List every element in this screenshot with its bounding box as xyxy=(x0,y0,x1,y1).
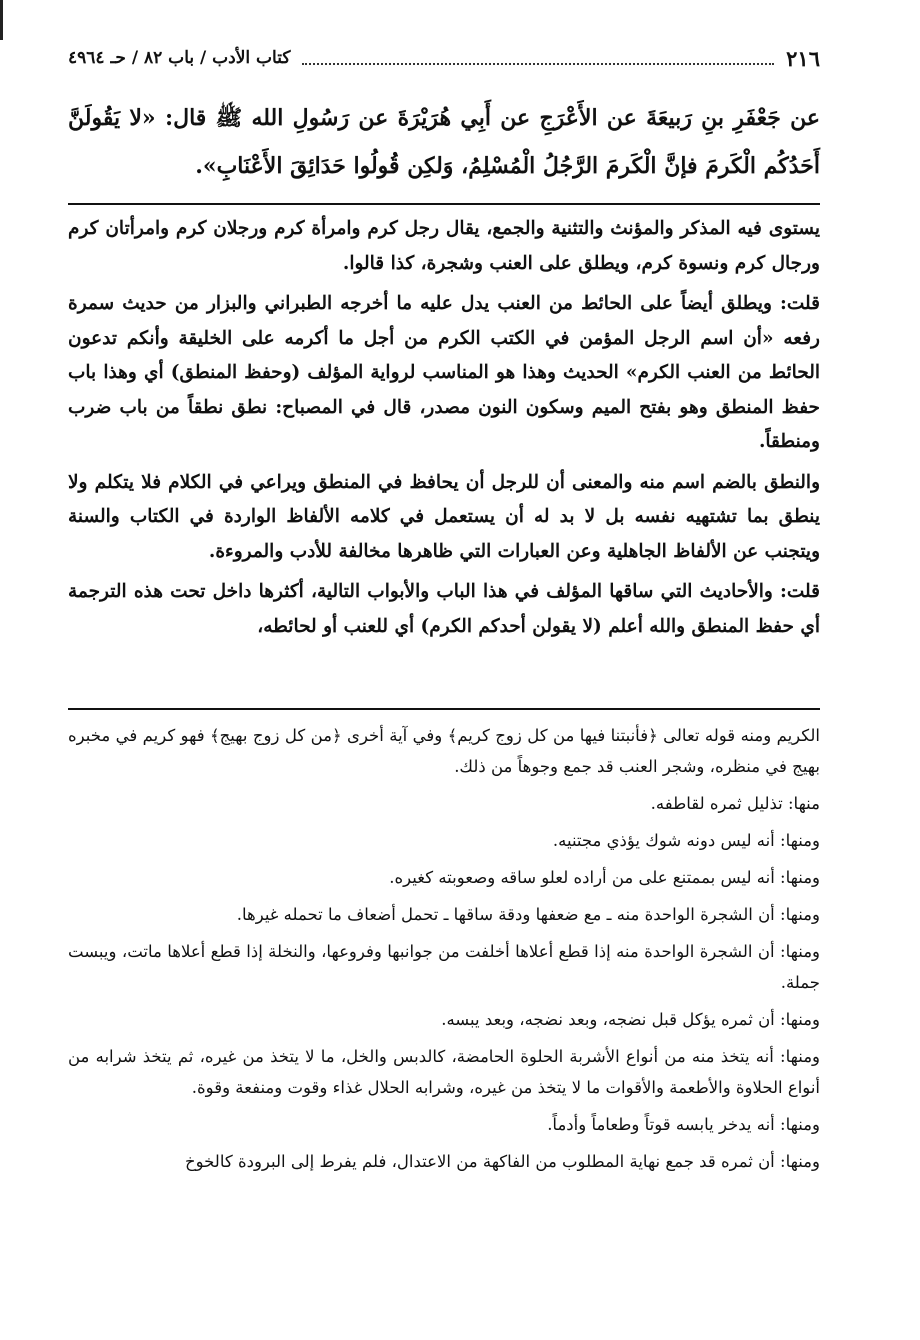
footnote-paragraph: ومنها: أن ثمره قد جمع نهاية المطلوب من الفاكهة من الاعتدال، فلم يفرط إلى البرودة كالخوخ xyxy=(184,1152,820,1171)
header-title: كتاب الأدب / باب ٨٢ / حـ ٤٩٦٤ xyxy=(68,48,291,68)
footnote-paragraph: ومنها: أن ثمره يؤكل قبل نضجه، وبعد نضجه، وبعد يبسه. xyxy=(441,1010,820,1029)
footnote-divider-rule xyxy=(68,708,820,710)
footnote-paragraph: الكريم ومنه قوله تعالى ﴿فأنبتنا فيها من كل زوج كريم﴾ وفي آية أخرى ﴿من كل زوج بهيج﴾ فهو كريم في مخبره بهيج في منظره، وشجر العنب قد جمع وجوهاً من ذلك. xyxy=(68,726,820,776)
footnote-paragraph: ومنها: أن الشجرة الواحدة منه إذا قطع أعلاها أخلفت من جوانبها وفروعها، والنخلة إذا قطع أعلاها ماتت، ويبست جملة. xyxy=(68,942,820,992)
footnote-paragraph: ومنها: أنه يدخر يابسه قوتاً وطعاماً وأدماً. xyxy=(547,1115,820,1134)
commentary-paragraph: يستوى فيه المذكر والمؤنث والتثنية والجمع، يقال رجل كرم وامرأة كرم ورجلان كرم وامرأتان كرم ورجال كرم ونسوة كرم، ويطلق على العنب وشجرة، كذا قالوا. xyxy=(68,218,820,274)
commentary-paragraph: قلت: ويطلق أيضاً على الحائط من العنب يدل عليه ما أخرجه الطبراني والبزار من حديث سمرة رفعه «أن اسم الرجل المؤمن في الكتب الكرم من أجل ما أكرمه على الخليقة وأنكم تدعون الحائط من العنب الكرم» الحديث وهذا هو المناسب لرواية المؤلف (وحفظ المنطق) أي وهذا باب حفظ المنطق وهو بفتح الميم وسكون النون مصدر، قال في المصباح: نطق نطقاً من باب ضرب ومنطقاً. xyxy=(68,293,820,452)
commentary-section xyxy=(68,212,820,650)
footnote-paragraph: منها: تذليل ثمره لقاطفه. xyxy=(650,794,820,813)
divider-rule xyxy=(68,203,820,205)
page-edge-mark xyxy=(0,0,3,40)
hadith-text: عن جَعْفَرِ بنِ رَبيعَةَ عن الأَعْرَجِ عن أَبِي هُرَيْرَةَ عن رَسُولِ الله ﷺ قال: «لا يَقُولَنَّ أَحَدُكُم الْكَرمَ فإنَّ الْكَرمَ الرَّجُلُ الْمُسْلِمُ، وَلكِن قُولُوا حَدَائِقَ الأَعْنَابِ». xyxy=(68,105,820,179)
footnote-paragraph: ومنها: أنه ليس دونه شوك يؤذي مجتنيه. xyxy=(552,831,820,850)
footnote-paragraph: ومنها: أن الشجرة الواحدة منه ـ مع ضعفها ودقة ساقها ـ تحمل أضعاف ما تحمله غيرها. xyxy=(236,905,820,924)
commentary-paragraph: والنطق بالضم اسم منه والمعنى أن للرجل أن يحافظ في المنطق ويراعي في الكلام فلا يتكلم ولا ينطق بما تشتهيه نفسه بل لا بد له أن يستعمل في كلامه الألفاظ الواردة في الكتاب والسنة ويتجنب عن الألفاظ الجاهلية وعن العبارات التي ظاهرها مخالفة للأدب والمروءة. xyxy=(68,471,820,562)
page-number: ٢١٦ xyxy=(786,45,820,71)
footnote-paragraph: ومنها: أنه ليس بممتنع على من أراده لعلو ساقه وصعوبته كغيره. xyxy=(389,868,820,887)
header-dot-leader xyxy=(302,63,774,65)
footnote-paragraph: ومنها: أنه يتخذ منه من أنواع الأشربة الحلوة الحامضة، كالدبس والخل، ما لا يتخذ من غيره، ثم يتخذ شرابه من أنواع الحلاوة والأطعمة والأقوات ما لا يتخذ من غيره، وشرابه الحلال غذاء وقوت ومنفعة وقوة. xyxy=(68,1047,820,1097)
footnotes-section xyxy=(68,720,820,1183)
commentary-paragraph: قلت: والأحاديث التي ساقها المؤلف في هذا الباب والأبواب التالية، أكثرها داخل تحت هذه الترجمة أي حفظ المنطق والله أعلم (لا يقولن أحدكم الكرم) أي للعنب أو لحائطه، xyxy=(68,581,820,637)
running-header xyxy=(68,40,820,76)
